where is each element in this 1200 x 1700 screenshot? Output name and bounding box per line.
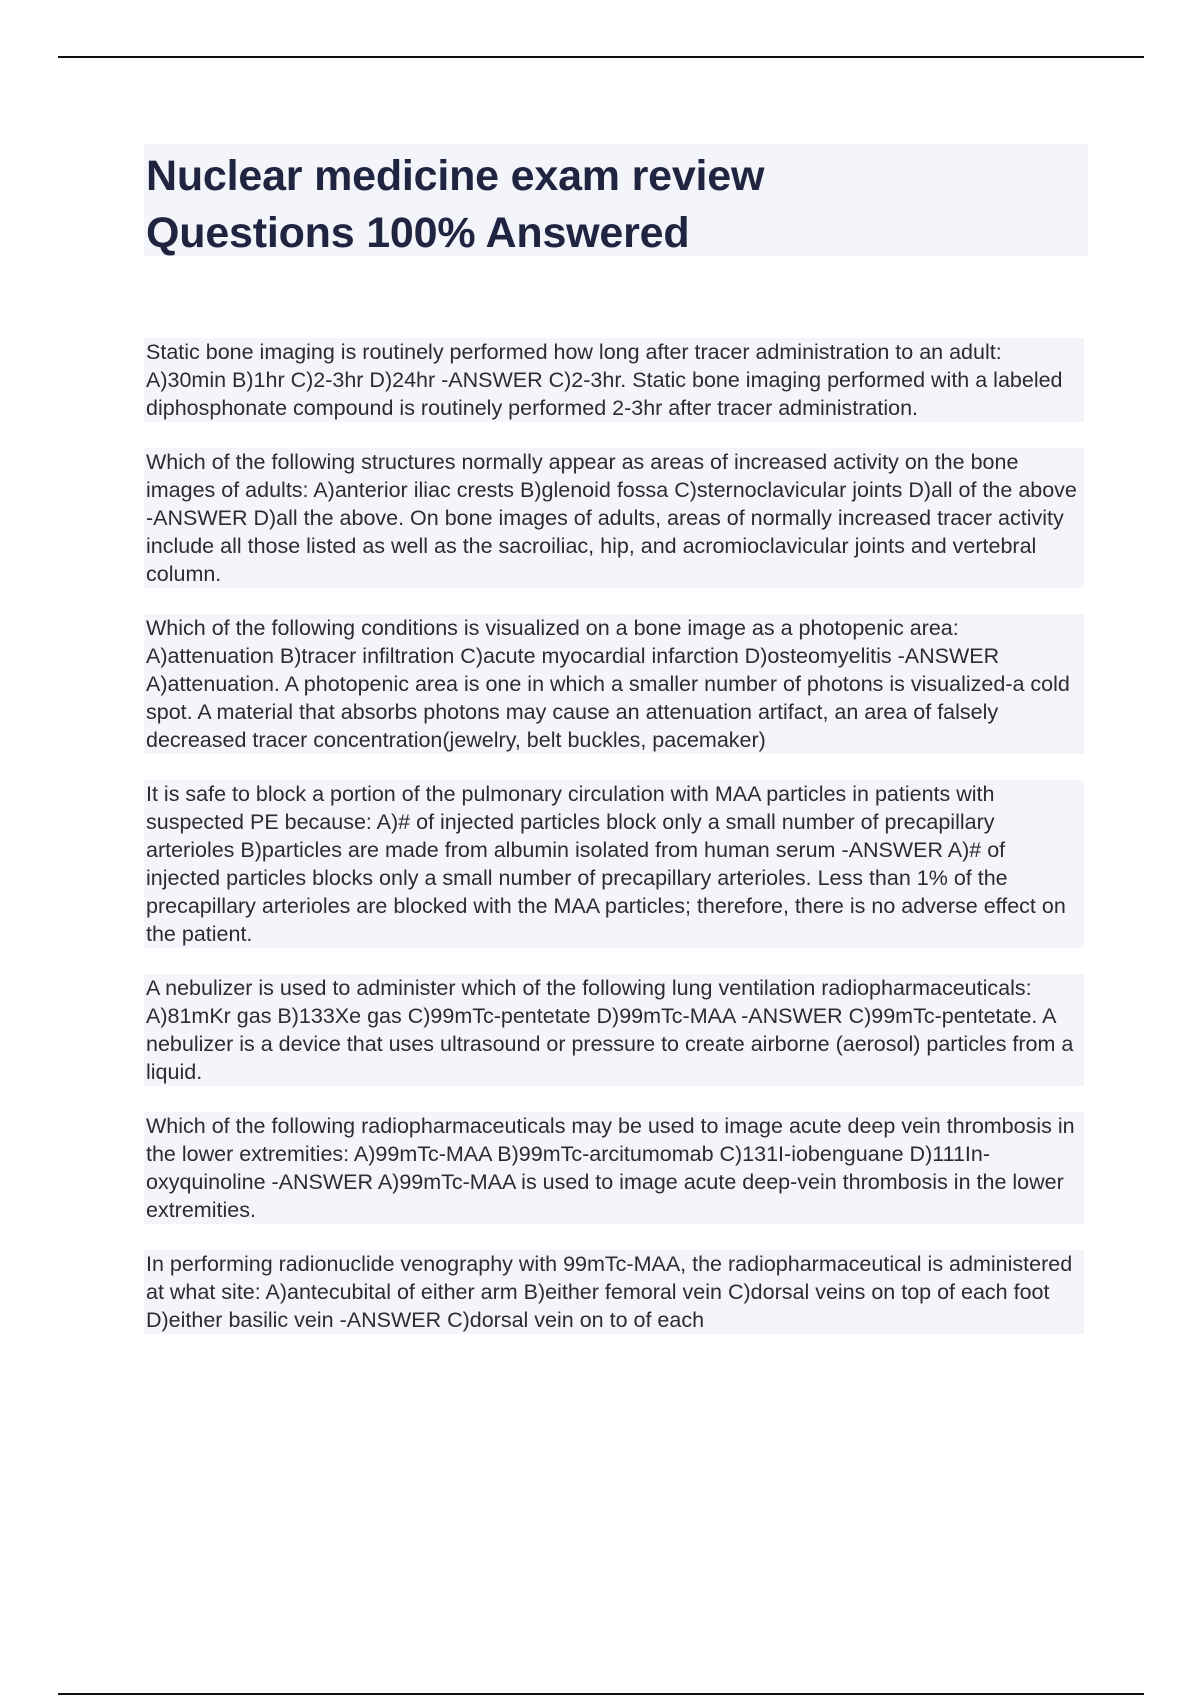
qa-entry: Which of the following radiopharmaceuticals may be used to image acute deep vein thrombosis in the lower extremities: A)99mTc-MAA B)99mTc-arcitumomab C)131I-iobenguane D)111In-oxyquinoline -ANSWER A)99mTc-MAA is used to image acute deep-vein thrombosis in the lower extremities.: [144, 1112, 1084, 1224]
document-title: [144, 144, 1088, 262]
header-rule: [58, 56, 1144, 58]
qa-entry: Which of the following structures normally appear as areas of increased activity on the bone images of adults: A)anterior iliac crests B)glenoid fossa C)sternoclavicular joints D)all of the above -ANSWER D)all the above. On bone images of adults, areas of normally increased tracer activity include all those listed as well as the sacroiliac, hip, and acromioclavicular joints and vertebral column.: [144, 448, 1084, 588]
qa-entry: It is safe to block a portion of the pulmonary circulation with MAA particles in patients with suspected PE because: A)# of injected particles block only a small number of precapillary arterioles B)particles are made from albumin isolated from human serum -ANSWER A)# of injected particles blocks only a small number of precapillary arterioles. Less than 1% of the precapillary arterioles are blocked with the MAA particles; therefore, there is no adverse effect on the patient.: [144, 780, 1084, 948]
qa-entry: Which of the following conditions is visualized on a bone image as a photopenic area: A)attenuation B)tracer infiltration C)acute myocardial infarction D)osteomyelitis -ANSWER A)attenuation. A photopenic area is one in which a smaller number of photons is visualized-a cold spot. A material that absorbs photons may cause an attenuation artifact, an area of falsely decreased tracer concentration(jewelry, belt buckles, pacemaker): [144, 614, 1084, 754]
qa-entry: In performing radionuclide venography with 99mTc-MAA, the radiopharmaceutical is administered at what site: A)antecubital of either arm B)either femoral vein C)dorsal veins on top of each foot D)either basilic vein -ANSWER C)dorsal vein on to of each: [144, 1250, 1084, 1334]
title-block: [144, 144, 1088, 256]
footer-rule: [58, 1693, 1144, 1695]
qa-entry: A nebulizer is used to administer which of the following lung ventilation radiopharmaceuticals: A)81mKr gas B)133Xe gas C)99mTc-pentetate D)99mTc-MAA -ANSWER C)99mTc-pentetate. A nebulizer is a device that uses ultrasound or pressure to create airborne (aerosol) particles from a liquid.: [144, 974, 1084, 1086]
qa-entry: Static bone imaging is routinely performed how long after tracer administration to an adult: A)30min B)1hr C)2-3hr D)24hr -ANSWER C)2-3hr. Static bone imaging performed with a labeled diphosphonate compound is routinely performed 2-3hr after tracer administration.: [144, 338, 1084, 422]
title-line-2: Questions 100% Answered: [146, 209, 690, 257]
qa-list: [144, 338, 1084, 1360]
title-line-1: Nuclear medicine exam review: [146, 152, 765, 200]
